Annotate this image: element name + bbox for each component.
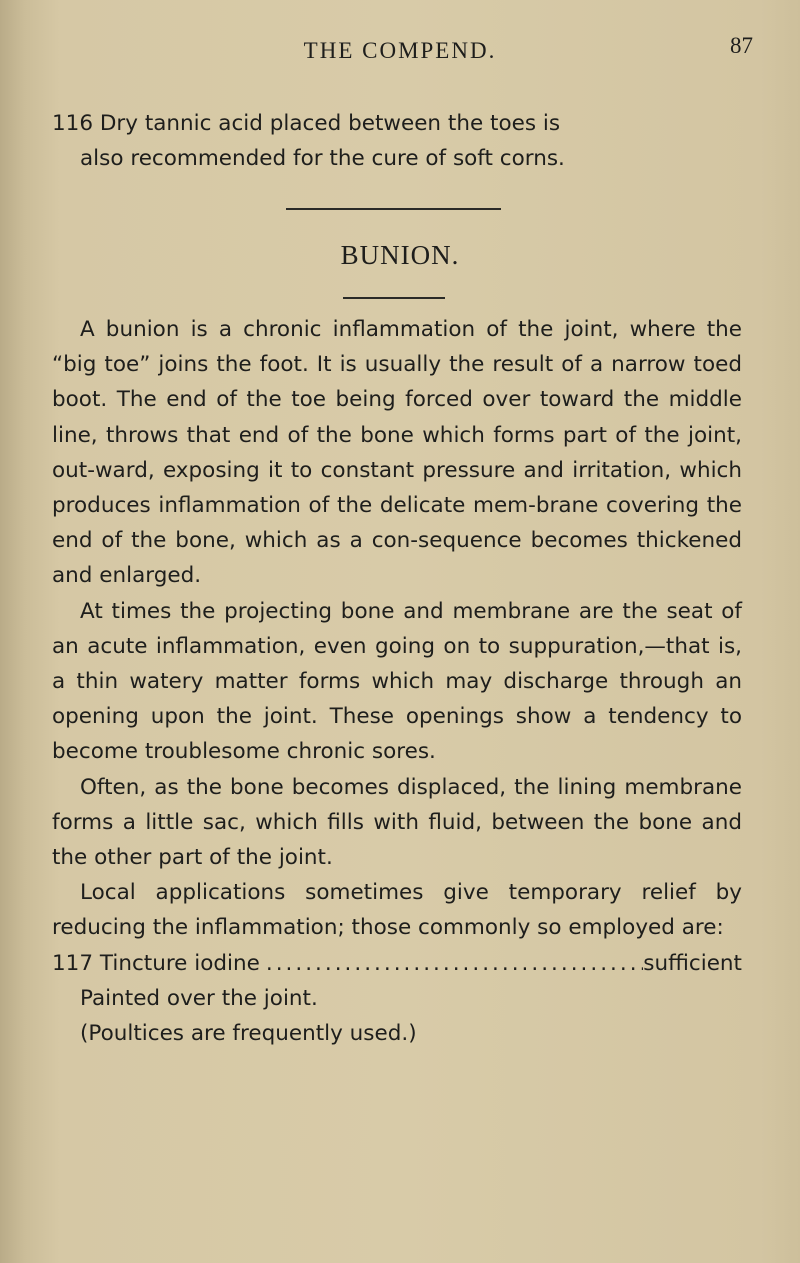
divider-rule-bottom	[343, 297, 445, 299]
item-116-line1: 116 Dry tannic acid placed between the toes is	[52, 111, 561, 136]
recipe-117-direction: Painted over the joint.	[80, 985, 318, 1011]
section-heading: BUNION.	[340, 240, 460, 270]
page-number: 87	[730, 33, 753, 58]
paragraph-1: A bunion is a chronic inflammation of the joint, where the “big toe” joins the foot. It is usually the result of a narrow toed boot. The end of the toe being forced over toward the middle line, throws that end of the bone which forms part of the joint, out-ward, exposing it to constant pressure and irritation, which produces inflammation of the delicate mem-brane covering the end of the bone, which as a con-sequence becomes thickened and enlarged.	[52, 317, 742, 589]
recipe-117-note: (Poultices are frequently used.)	[80, 1021, 417, 1047]
recipe-117-quantity: sufficient	[643, 950, 742, 976]
recipe-117-name: 117 Tincture iodine	[52, 950, 260, 976]
section-body	[52, 312, 742, 1051]
item-116	[52, 106, 742, 176]
running-head: THE COMPEND.	[303, 38, 497, 63]
paragraph-3: Often, as the bone becomes displaced, the lining membrane forms a little sac, which fills with fluid, between the bone and the other part of the joint.	[52, 774, 742, 871]
divider-rule-top	[286, 208, 501, 210]
paragraph-2: At times the projecting bone and membrane are the seat of an acute inflammation, even going on to suppuration,—that is, a thin watery matter forms which may discharge through an opening upon the joint. These openings show a tendency to become troublesome chronic sores.	[52, 598, 742, 765]
item-116-line2: also recommended for the cure of soft corns.	[80, 146, 565, 171]
leader-dots	[260, 946, 643, 981]
paragraph-4: Local applications sometimes give temporary relief by reducing the inflammation; those commonly so employed are:	[52, 880, 742, 941]
recipe-117	[52, 946, 742, 981]
